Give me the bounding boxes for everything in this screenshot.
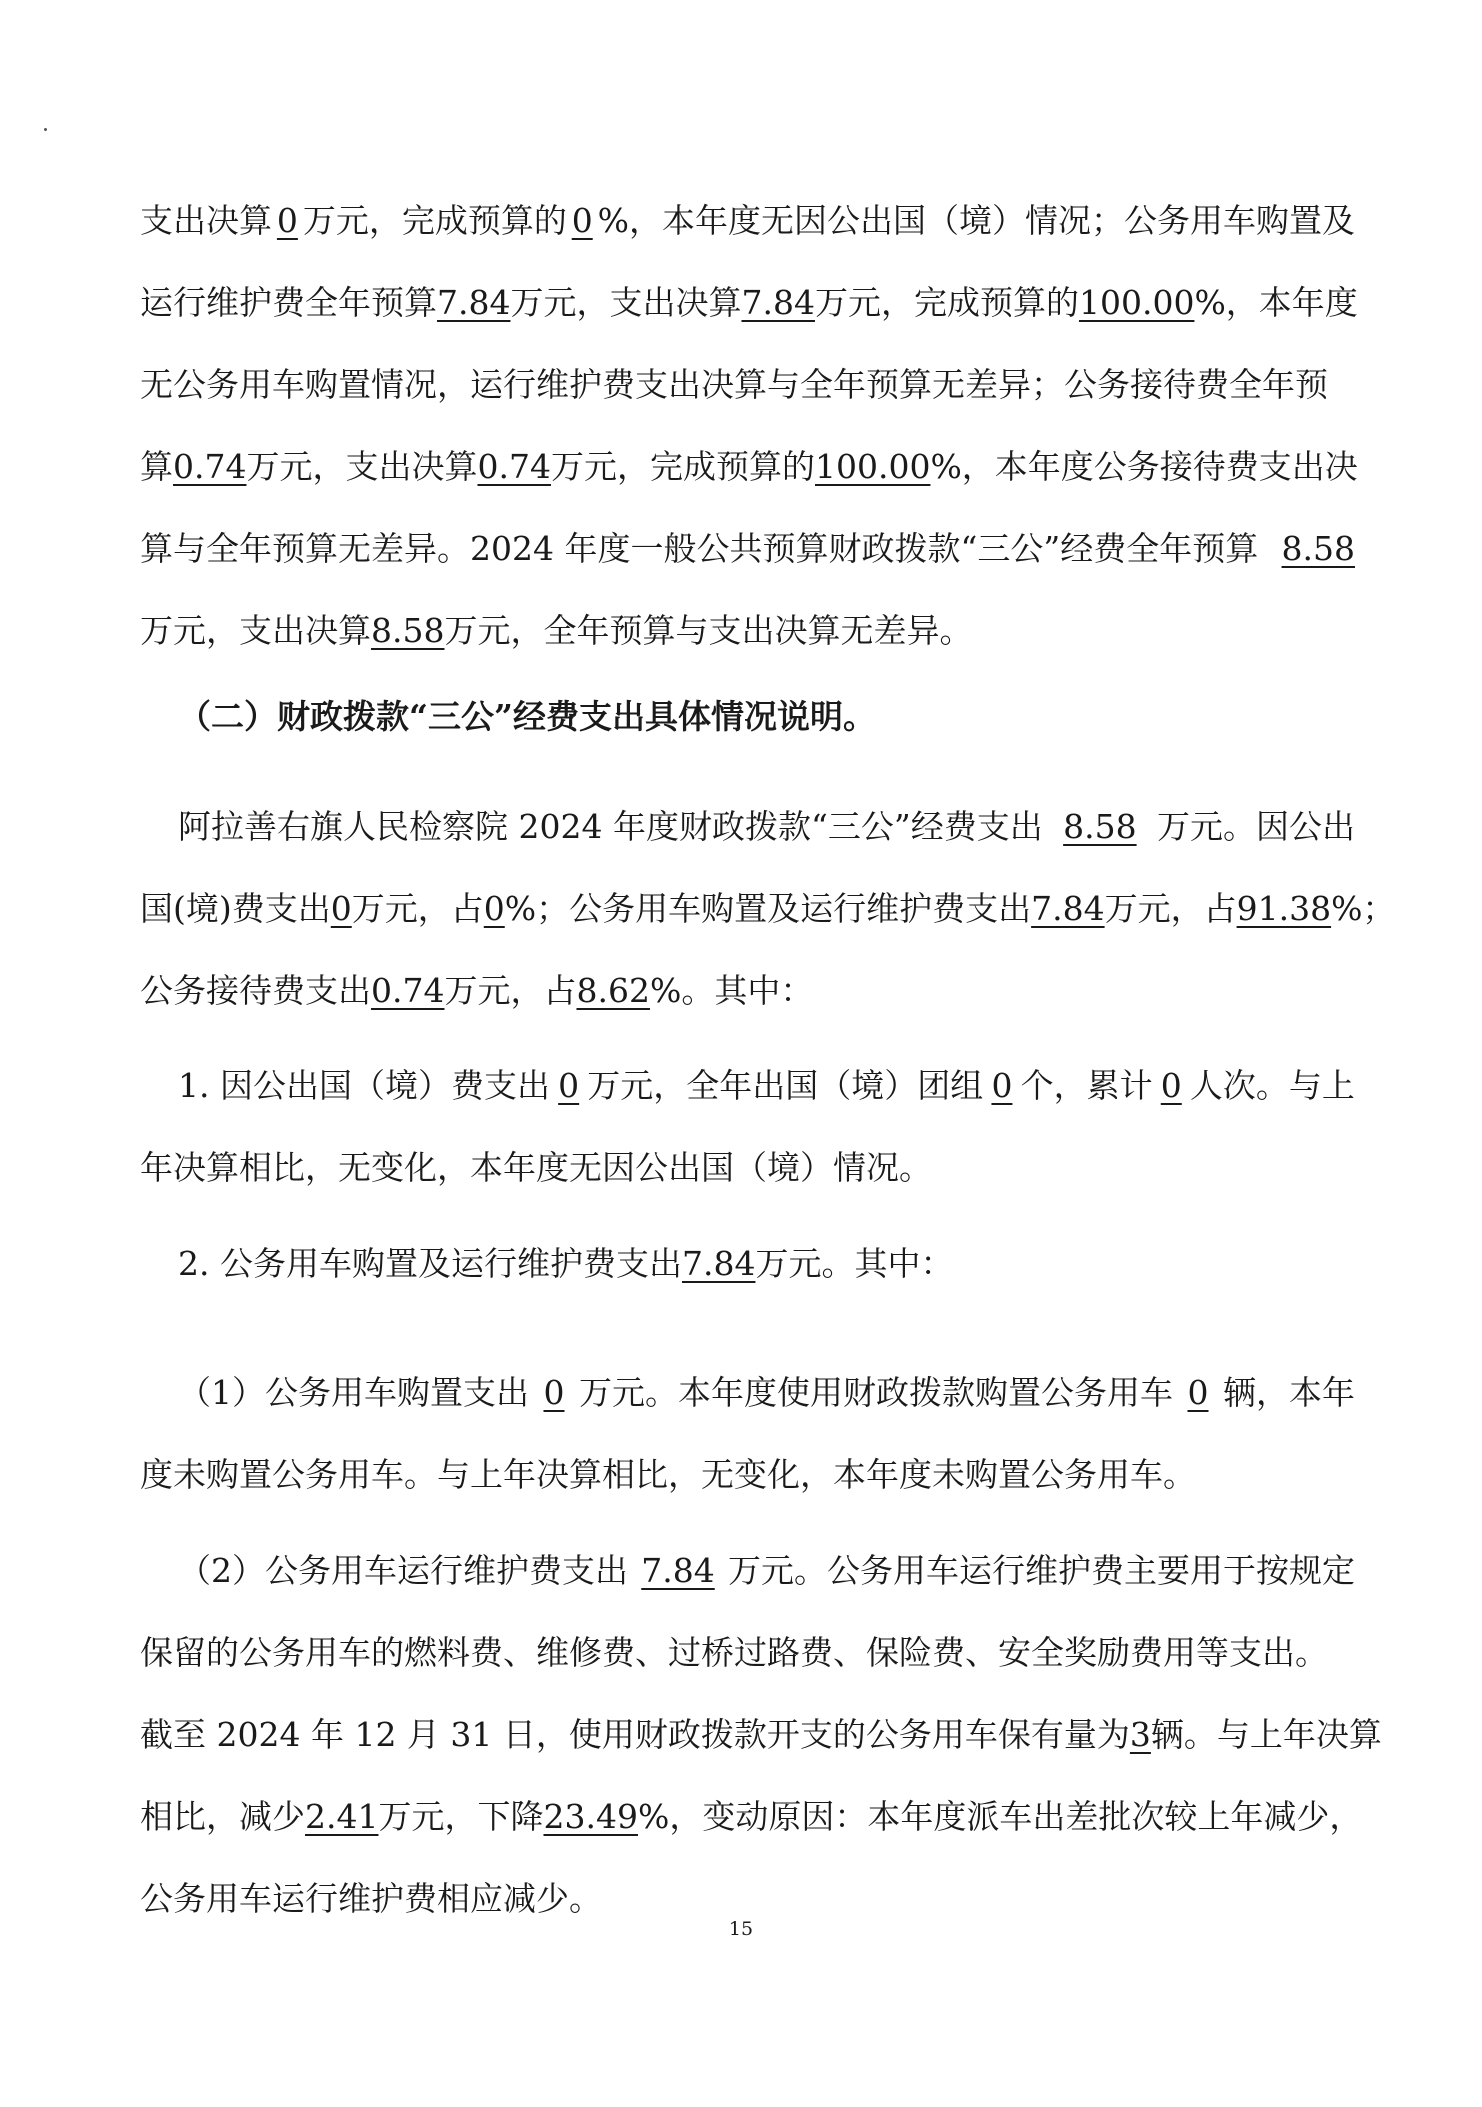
filled-value: 8.58	[1281, 529, 1355, 568]
filled-value: 8.62	[576, 971, 650, 1010]
filled-value: 0	[558, 1066, 580, 1105]
filled-value: 8.58	[1063, 807, 1137, 846]
filled-value: 2.41	[305, 1797, 379, 1836]
filled-value: 7.84	[641, 1551, 715, 1590]
filled-value: 100.00	[814, 447, 931, 486]
filled-value: 100.00	[1078, 283, 1195, 322]
filled-value: 7.84	[437, 283, 511, 322]
filled-value: 0	[1187, 1373, 1209, 1412]
filled-value: 0.74	[477, 447, 551, 486]
text-line: 算与全年预算无差异。2024 年度一般公共预算财政拨款“三公”经费全年预算 8.58	[140, 508, 1355, 590]
text-line: 无公务用车购置情况，运行维护费支出决算与全年预算无差异；公务接待费全年预	[140, 365, 1328, 404]
text-line: 支出决算 0 万元，完成预算的 0 %，本年度无因公出国（境）情况；公务用车购置及	[140, 180, 1355, 262]
filled-value: 0.74	[371, 971, 445, 1010]
filled-value: 91.38	[1236, 889, 1332, 928]
filled-value: 0	[1160, 1066, 1182, 1105]
text-line: 1. 因公出国（境）费支出 0 万元，全年出国（境）团组 0 个，累计 0 人次。与上	[140, 1045, 1355, 1127]
filled-value: 0.74	[173, 447, 247, 486]
filled-value: 0	[276, 201, 298, 240]
text-line: 年决算相比，无变化，本年度无因公出国（境）情况。	[140, 1148, 932, 1187]
section-heading: （二）财政拨款“三公”经费支出具体情况说明。	[178, 697, 876, 736]
paragraph-vehicle-purchase	[140, 1352, 1355, 1516]
filled-value: 7.84	[741, 283, 815, 322]
paragraph-vehicle-total	[140, 1223, 1355, 1305]
text-line: 相比，减少 2.41 万元，下降 23.49 %，变动原因：本年度派车出差批次较上年减少，	[140, 1776, 1355, 1858]
paragraph-expense-summary	[140, 786, 1396, 1032]
filled-value: 7.84	[1031, 889, 1105, 928]
filled-value: 0	[543, 1373, 565, 1412]
filled-value: 3	[1129, 1715, 1151, 1754]
text-line: （1）公务用车购置支出 0 万元。本年度使用财政拨款购置公务用车 0 辆，本年	[140, 1352, 1355, 1434]
filled-value: 0	[330, 889, 352, 928]
filled-value: 7.84	[681, 1244, 756, 1283]
filled-value: 0	[571, 201, 593, 240]
filled-value: 23.49	[543, 1797, 638, 1836]
paragraph-vehicle-maintenance	[140, 1530, 1382, 1940]
text-line: 阿拉善右旗人民检察院 2024 年度财政拨款“三公”经费支出 8.58 万元。因公出	[140, 786, 1355, 868]
text-line: 2. 公务用车购置及运行维护费支出 7.84 万元。其中：	[140, 1223, 1355, 1305]
text-line: 万元，支出决算 8.58 万元，全年预算与支出决算无差异。	[140, 590, 1355, 672]
filled-value: 0	[991, 1066, 1013, 1105]
text-line: 截至 2024 年 12 月 31 日，使用财政拨款开支的公务用车保有量为 3 辆。与上年决算	[140, 1694, 1355, 1776]
text-line: 算 0.74 万元，支出决算 0.74 万元，完成预算的 100.00 %，本年度公务接待费支出决	[140, 426, 1355, 508]
text-line: 国(境)费支出 0 万元，占 0 %；公务用车购置及运行维护费支出 7.84 万元，占 91.38 %；	[140, 868, 1355, 950]
filled-value: 8.58	[371, 611, 445, 650]
text-line: 公务用车运行维护费相应减少。	[140, 1879, 602, 1918]
text-line: 运行维护费全年预算 7.84 万元，支出决算 7.84 万元，完成预算的 100.00 %，本年度	[140, 262, 1355, 344]
paragraph-overseas-travel	[140, 1045, 1355, 1209]
text-line: （2）公务用车运行维护费支出 7.84 万元。公务用车运行维护费主要用于按规定	[140, 1530, 1355, 1612]
text-line: 公务接待费支出 0.74 万元，占 8.62 %。其中：	[140, 950, 1355, 1032]
text-line: 保留的公务用车的燃料费、维修费、过桥过路费、保险费、安全奖励费用等支出。	[140, 1633, 1328, 1672]
filled-value: 0	[483, 889, 505, 928]
text-line: 度未购置公务用车。与上年决算相比，无变化，本年度未购置公务用车。	[140, 1455, 1196, 1494]
scan-speck	[44, 128, 47, 131]
paragraph-three-public-budget	[140, 180, 1358, 672]
page-number: 15	[728, 1918, 754, 1940]
